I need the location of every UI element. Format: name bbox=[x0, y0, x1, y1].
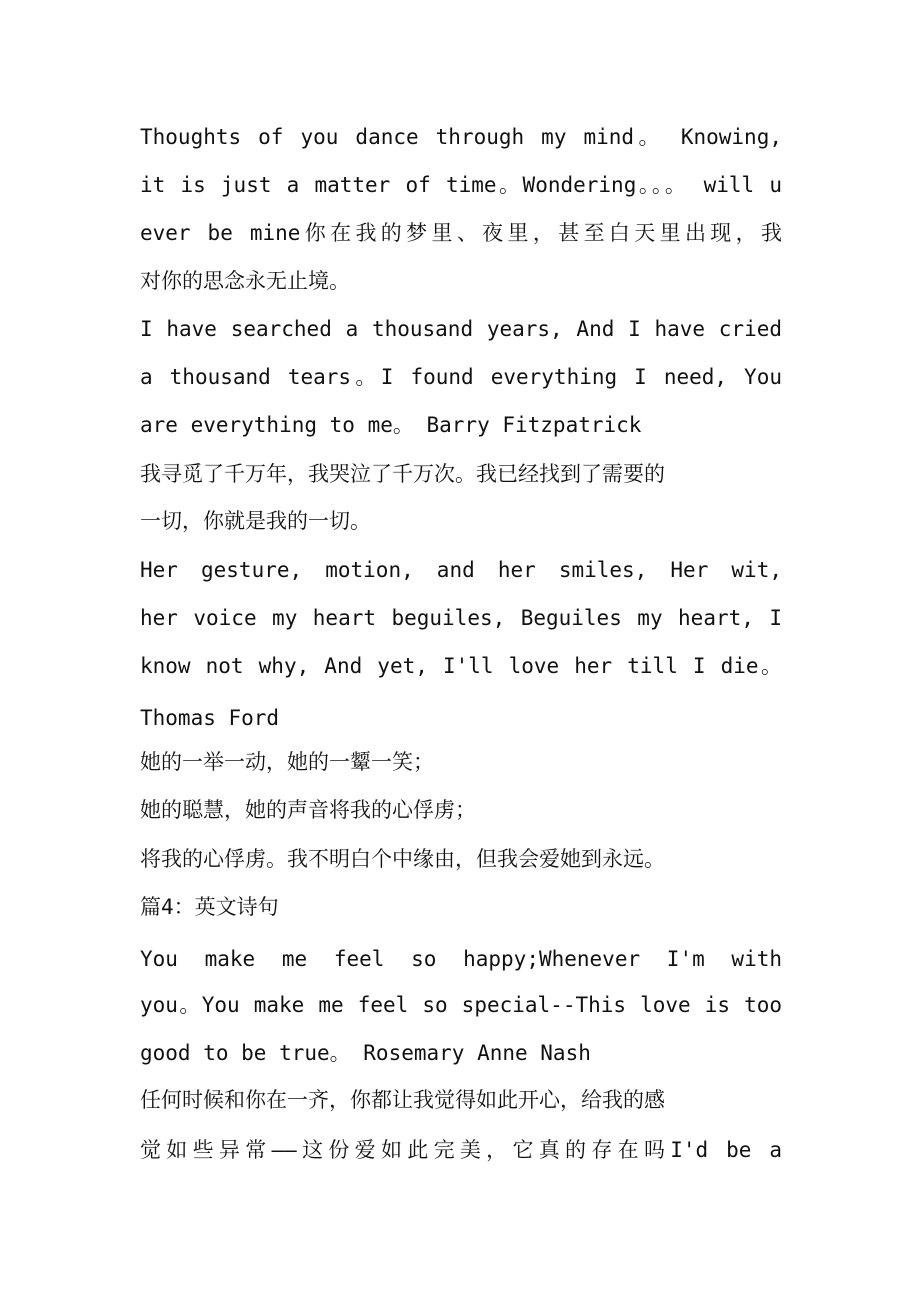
text-line: 将我的心俘虏。我不明白个中缘由，但我会爱她到永远。 bbox=[140, 847, 665, 871]
text-line: Her gesture, motion, and her smiles, Her wit, bbox=[140, 558, 782, 582]
text-line: 她的聪慧，她的声音将我的心俘虏； bbox=[140, 798, 476, 822]
text-line: You make me feel so happy;Whenever I'm with bbox=[140, 947, 782, 971]
text-line: know not why, And yet, I'll love her till I die。 bbox=[140, 654, 782, 678]
text-line: 一切，你就是我的一切。 bbox=[140, 509, 371, 533]
attribution-line: good to be true。 Rosemary Anne Nash bbox=[140, 1041, 591, 1065]
text-line: 我寻觅了千万年，我哭泣了千万次。我已经找到了需要的 bbox=[140, 462, 665, 486]
text-line: you。You make me feel so special--This love is too bbox=[140, 993, 782, 1017]
text-line: ever be mine你在我的梦里、夜里，甚至白天里出现，我 bbox=[140, 221, 782, 245]
text-line: 对你的思念永无止境。 bbox=[140, 269, 350, 293]
text-line: I have searched a thousand years, And I have cried bbox=[140, 317, 782, 341]
section-heading: 篇4：英文诗句 bbox=[140, 895, 279, 919]
text-line: her voice my heart beguiles, Beguiles my heart, I bbox=[140, 606, 782, 630]
attribution-line: are everything to me。 Barry Fitzpatrick bbox=[140, 413, 642, 437]
text-line: 她的一举一动，她的一颦一笑； bbox=[140, 750, 434, 774]
attribution-line: Thomas Ford bbox=[140, 706, 280, 730]
text-line: a thousand tears。I found everything I need, You bbox=[140, 365, 782, 389]
text-line: it is just a matter of time。Wondering。。。 will u bbox=[140, 173, 782, 197]
text-line: Thoughts of you dance through my mind。 Knowing, bbox=[140, 125, 782, 149]
text-line: 任何时候和你在一齐，你都让我觉得如此开心，给我的感 bbox=[140, 1088, 665, 1112]
text-line: 觉如些异常——这份爱如此完美，它真的存在吗I'd be a bbox=[140, 1138, 782, 1162]
